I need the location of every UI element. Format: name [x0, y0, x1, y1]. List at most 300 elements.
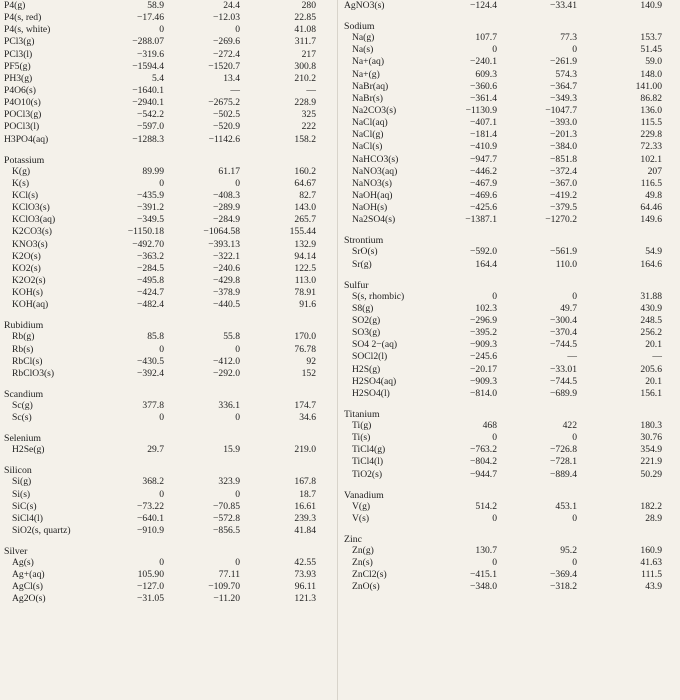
enthalpy-value: −17.46 — [137, 12, 164, 24]
enthalpy-value: −944.7 — [470, 468, 497, 480]
compound-formula: V(g) — [352, 500, 371, 512]
entropy-value: 16.61 — [294, 500, 316, 512]
entropy-value: 141.00 — [635, 80, 662, 92]
enthalpy-value: −597.0 — [137, 121, 164, 133]
entropy-value: 76.78 — [294, 343, 316, 355]
compound-row — [340, 581, 680, 593]
compound-row — [0, 190, 336, 202]
compound-formula: H2SO4(l) — [352, 387, 390, 399]
gibbs-value: −412.0 — [213, 355, 240, 367]
entropy-value: 41.63 — [640, 557, 662, 569]
compound-formula: KClO3(s) — [12, 202, 50, 214]
group-name: Zinc — [344, 533, 362, 545]
compound-formula: RbClO3(s) — [12, 367, 55, 379]
compound-formula: NaCl(aq) — [352, 117, 388, 129]
entropy-value: 222 — [301, 121, 316, 133]
enthalpy-value: −245.6 — [470, 351, 497, 363]
entropy-value: 41.84 — [294, 524, 316, 536]
compound-row — [340, 93, 680, 105]
enthalpy-value: −360.6 — [470, 80, 497, 92]
compound-formula: P4O6(s) — [4, 84, 36, 96]
gibbs-value: −11.20 — [213, 593, 240, 605]
compound-row — [340, 351, 680, 363]
compound-row — [0, 239, 336, 251]
compound-formula: KOH(aq) — [12, 299, 49, 311]
compound-formula: Na2SO4(s) — [352, 214, 396, 226]
compound-row — [0, 24, 336, 36]
gibbs-value: −440.5 — [213, 299, 240, 311]
enthalpy-value: 5.4 — [152, 72, 164, 84]
compound-formula: Ag(s) — [12, 557, 34, 569]
compound-formula: H2Se(g) — [12, 444, 45, 456]
group-name: Sulfur — [344, 279, 369, 291]
gibbs-value: −322.1 — [213, 250, 240, 262]
enthalpy-value: −909.3 — [470, 375, 497, 387]
gibbs-value: −378.9 — [213, 287, 240, 299]
group-name: Vanadium — [344, 489, 384, 501]
enthalpy-value: −363.2 — [137, 250, 164, 262]
compound-row — [0, 251, 336, 263]
gibbs-value: −561.9 — [550, 246, 577, 258]
enthalpy-value: −288.07 — [132, 36, 164, 48]
enthalpy-value: 0 — [492, 290, 497, 302]
entropy-value: 143.0 — [294, 202, 316, 214]
compound-formula: Rb(s) — [12, 343, 34, 355]
compound-formula: Ag+(aq) — [12, 569, 45, 581]
entropy-value: 219.0 — [294, 444, 316, 456]
enthalpy-value: −319.6 — [137, 48, 164, 60]
enthalpy-value: −1640.1 — [132, 84, 164, 96]
compound-formula: P4(s, white) — [4, 24, 51, 36]
gibbs-value: −364.7 — [550, 80, 577, 92]
compound-row — [340, 315, 680, 327]
entropy-value: 51.45 — [640, 44, 662, 56]
compound-row — [340, 190, 680, 202]
entropy-value: 121.3 — [294, 593, 316, 605]
compound-row — [0, 109, 336, 121]
compound-formula: PCl3(g) — [4, 36, 35, 48]
element-group-header — [0, 430, 336, 444]
gibbs-value: — — [230, 84, 240, 96]
gibbs-value: 0 — [235, 557, 240, 569]
compound-row — [0, 412, 336, 424]
enthalpy-value: 89.99 — [142, 165, 164, 177]
element-group-header — [0, 317, 336, 331]
compound-row — [340, 303, 680, 315]
compound-row — [0, 593, 336, 605]
gibbs-value: −1047.7 — [545, 104, 577, 116]
enthalpy-value: −415.1 — [470, 569, 497, 581]
element-group-header — [340, 232, 680, 246]
gibbs-value: −349.3 — [550, 92, 577, 104]
enthalpy-value: −804.2 — [470, 456, 497, 468]
enthalpy-value: −395.2 — [470, 327, 497, 339]
compound-row — [0, 569, 336, 581]
right-column — [340, 0, 680, 593]
compound-row — [0, 202, 336, 214]
gibbs-value: −520.9 — [213, 121, 240, 133]
gibbs-value: −33.01 — [550, 363, 577, 375]
compound-row — [0, 275, 336, 287]
compound-formula: NaBr(aq) — [352, 80, 389, 92]
entropy-value: 41.08 — [294, 24, 316, 36]
entropy-value: 265.7 — [294, 214, 316, 226]
compound-formula: Ti(s) — [352, 432, 371, 444]
gibbs-value: −12.03 — [213, 12, 240, 24]
gibbs-value: 0 — [572, 557, 577, 569]
entropy-value: 354.9 — [640, 444, 662, 456]
compound-row — [340, 259, 680, 271]
compound-formula: V(s) — [352, 512, 370, 524]
compound-row — [0, 299, 336, 311]
gibbs-value: −689.9 — [550, 387, 577, 399]
compound-row — [340, 56, 680, 68]
enthalpy-value: −467.9 — [470, 177, 497, 189]
compound-formula: P4(g) — [4, 0, 26, 11]
enthalpy-value: −947.7 — [470, 153, 497, 165]
enthalpy-value: −410.9 — [470, 141, 497, 153]
compound-row — [0, 49, 336, 61]
element-group-header — [340, 18, 680, 32]
enthalpy-value: 368.2 — [142, 476, 164, 488]
entropy-value: 20.1 — [645, 339, 662, 351]
gibbs-value: 13.4 — [223, 72, 240, 84]
gibbs-value: −744.5 — [550, 375, 577, 387]
entropy-value: 18.7 — [299, 488, 316, 500]
entropy-value: 207 — [647, 165, 662, 177]
entropy-value: 132.9 — [294, 238, 316, 250]
compound-formula: PF5(g) — [4, 60, 31, 72]
entropy-value: 155.44 — [289, 226, 316, 238]
entropy-value: 91.6 — [299, 299, 316, 311]
entropy-value: 229.8 — [640, 129, 662, 141]
enthalpy-value: 0 — [492, 432, 497, 444]
entropy-value: 49.8 — [645, 189, 662, 201]
entropy-value: 228.9 — [294, 97, 316, 109]
element-group-header — [0, 152, 336, 166]
enthalpy-value: 164.4 — [475, 258, 497, 270]
enthalpy-value: 130.7 — [475, 544, 497, 556]
enthalpy-value: 107.7 — [475, 32, 497, 44]
compound-formula: POCl3(l) — [4, 121, 40, 133]
compound-formula: SrO(s) — [352, 246, 378, 258]
element-group-header — [0, 543, 336, 557]
entropy-value: 311.7 — [294, 36, 316, 48]
entropy-value: 102.1 — [640, 153, 662, 165]
gibbs-value: 0 — [235, 177, 240, 189]
enthalpy-value: −284.5 — [137, 262, 164, 274]
gibbs-value: −856.5 — [213, 524, 240, 536]
entropy-value: 217 — [301, 48, 316, 60]
compound-row — [0, 525, 336, 537]
gibbs-value: −284.9 — [213, 214, 240, 226]
compound-row — [0, 166, 336, 178]
enthalpy-value: 0 — [159, 177, 164, 189]
gibbs-value: −726.8 — [550, 444, 577, 456]
element-group-header — [340, 277, 680, 291]
compound-formula: K2O2(s) — [12, 274, 46, 286]
entropy-value: 158.2 — [294, 133, 316, 145]
compound-formula: SiCl4(l) — [12, 512, 43, 524]
group-name: Strontium — [344, 235, 384, 247]
gibbs-value: −572.8 — [213, 512, 240, 524]
enthalpy-value: 0 — [159, 557, 164, 569]
gibbs-value: −408.3 — [213, 189, 240, 201]
gibbs-value: 0 — [235, 343, 240, 355]
entropy-value: 148.0 — [640, 68, 662, 80]
compound-formula: Si(g) — [12, 476, 32, 488]
compound-row — [0, 134, 336, 146]
compound-row — [340, 117, 680, 129]
gibbs-value: −502.5 — [213, 109, 240, 121]
compound-row — [0, 85, 336, 97]
entropy-value: 248.5 — [640, 314, 662, 326]
compound-row — [340, 44, 680, 56]
gibbs-value: −744.5 — [550, 339, 577, 351]
entropy-value: 82.7 — [299, 189, 316, 201]
compound-row — [340, 327, 680, 339]
gibbs-value: −261.9 — [550, 56, 577, 68]
entropy-value: 152 — [301, 367, 316, 379]
compound-row — [0, 368, 336, 380]
compound-row — [0, 263, 336, 275]
compound-row — [340, 81, 680, 93]
compound-row — [0, 0, 336, 12]
gibbs-value: −393.0 — [550, 117, 577, 129]
gibbs-value: −728.1 — [550, 456, 577, 468]
gibbs-value: −372.4 — [550, 165, 577, 177]
enthalpy-value: 0 — [492, 44, 497, 56]
entropy-value: 160.2 — [294, 165, 316, 177]
gibbs-value: −419.2 — [550, 189, 577, 201]
compound-row — [0, 501, 336, 513]
compound-formula: TiO2(s) — [352, 468, 383, 480]
entropy-value: 64.67 — [294, 177, 316, 189]
enthalpy-value: −424.7 — [137, 287, 164, 299]
entropy-value: 50.29 — [640, 468, 662, 480]
gibbs-value: −272.4 — [213, 48, 240, 60]
compound-row — [0, 61, 336, 73]
compound-formula: Si(s) — [12, 488, 31, 500]
element-group-header — [0, 462, 336, 476]
compound-formula: K2O(s) — [12, 250, 41, 262]
group-name: Rubidium — [4, 320, 44, 332]
compound-formula: K(s) — [12, 177, 30, 189]
enthalpy-value: −124.4 — [470, 0, 497, 11]
enthalpy-value: −430.5 — [137, 355, 164, 367]
compound-formula: Na+(g) — [352, 68, 380, 80]
enthalpy-value: −814.0 — [470, 387, 497, 399]
compound-row — [340, 364, 680, 376]
gibbs-value: −240.6 — [213, 262, 240, 274]
compound-formula: Na2CO3(s) — [352, 104, 397, 116]
compound-row — [340, 105, 680, 117]
compound-formula: H3PO4(aq) — [4, 133, 49, 145]
compound-formula: NaBr(s) — [352, 92, 383, 104]
compound-formula: NaOH(s) — [352, 202, 388, 214]
gibbs-value: −33.41 — [550, 0, 577, 11]
compound-row — [0, 356, 336, 368]
entropy-value: 256.2 — [640, 327, 662, 339]
entropy-value: 167.8 — [294, 476, 316, 488]
enthalpy-value: −73.22 — [137, 500, 164, 512]
compound-formula: Ag2O(s) — [12, 593, 46, 605]
entropy-value: 22.85 — [294, 12, 316, 24]
entropy-value: 122.5 — [294, 262, 316, 274]
enthalpy-value: 105.90 — [137, 569, 164, 581]
entropy-value: 140.9 — [640, 0, 662, 11]
enthalpy-value: 102.3 — [475, 302, 497, 314]
compound-row — [340, 202, 680, 214]
gibbs-value: 95.2 — [560, 544, 577, 556]
compound-formula: KClO3(aq) — [12, 214, 56, 226]
enthalpy-value: −492.70 — [132, 238, 164, 250]
compound-formula: KOH(s) — [12, 287, 43, 299]
compound-row — [340, 545, 680, 557]
gibbs-value: −201.3 — [550, 129, 577, 141]
enthalpy-value: −181.4 — [470, 129, 497, 141]
compound-row — [0, 331, 336, 343]
compound-formula: Na(g) — [352, 32, 375, 44]
gibbs-value: −318.2 — [550, 581, 577, 593]
gibbs-value: 0 — [572, 512, 577, 524]
gibbs-value: −393.13 — [208, 238, 240, 250]
compound-row — [340, 69, 680, 81]
group-name: Scandium — [4, 388, 44, 400]
gibbs-value: 422 — [562, 419, 577, 431]
compound-formula: NaHCO3(s) — [352, 153, 399, 165]
enthalpy-value: −592.0 — [470, 246, 497, 258]
compound-formula: SiC(s) — [12, 500, 37, 512]
gibbs-value: 574.3 — [555, 68, 577, 80]
gibbs-value: 77.3 — [560, 32, 577, 44]
gibbs-value: −70.85 — [213, 500, 240, 512]
compound-row — [340, 154, 680, 166]
entropy-value: 221.9 — [640, 456, 662, 468]
entropy-value: — — [306, 84, 316, 96]
compound-formula: SO4 2−(aq) — [352, 339, 398, 351]
compound-formula: SiO2(s, quartz) — [12, 524, 71, 536]
compound-formula: NaOH(aq) — [352, 189, 393, 201]
entropy-value: 86.82 — [640, 92, 662, 104]
enthalpy-value: 377.8 — [142, 399, 164, 411]
compound-row — [340, 166, 680, 178]
entropy-value: 59.0 — [645, 56, 662, 68]
compound-formula: NaCl(s) — [352, 141, 383, 153]
gibbs-value: 110.0 — [555, 258, 577, 270]
compound-formula: ZnCl2(s) — [352, 569, 387, 581]
enthalpy-value: −435.9 — [137, 189, 164, 201]
gibbs-value: 0 — [572, 290, 577, 302]
group-name: Silver — [4, 546, 28, 558]
gibbs-value: 453.1 — [555, 500, 577, 512]
enthalpy-value: −407.1 — [470, 117, 497, 129]
compound-formula: H2SO4(aq) — [352, 375, 397, 387]
compound-formula: Sr(g) — [352, 258, 372, 270]
compound-formula: POCl3(g) — [4, 109, 42, 121]
compound-formula: KNO3(s) — [12, 238, 48, 250]
compound-formula: ZnO(s) — [352, 581, 380, 593]
compound-row — [340, 141, 680, 153]
compound-row — [0, 73, 336, 85]
compound-formula: KO2(s) — [12, 262, 41, 274]
entropy-value: 72.33 — [640, 141, 662, 153]
entropy-value: 210.2 — [294, 72, 316, 84]
entropy-value: 96.11 — [294, 581, 316, 593]
compound-row — [340, 513, 680, 525]
gibbs-value: −369.4 — [550, 569, 577, 581]
compound-formula: RbCl(s) — [12, 355, 43, 367]
compound-row — [340, 420, 680, 432]
enthalpy-value: 468 — [482, 419, 497, 431]
column-divider — [337, 0, 338, 700]
enthalpy-value: −240.1 — [470, 56, 497, 68]
entropy-value: 180.3 — [640, 419, 662, 431]
compound-row — [0, 36, 336, 48]
enthalpy-value: −495.8 — [137, 274, 164, 286]
enthalpy-value: −1387.1 — [465, 214, 497, 226]
entropy-value: 136.0 — [640, 104, 662, 116]
compound-row — [340, 557, 680, 569]
compound-row — [0, 121, 336, 133]
compound-row — [0, 444, 336, 456]
gibbs-value: −379.5 — [550, 202, 577, 214]
compound-formula: PH3(g) — [4, 72, 33, 84]
compound-formula: Na+(aq) — [352, 56, 385, 68]
compound-row — [340, 32, 680, 44]
compound-row — [0, 557, 336, 569]
compound-formula: H2S(g) — [352, 363, 381, 375]
gibbs-value: 24.4 — [223, 0, 240, 11]
gibbs-value: 0 — [235, 488, 240, 500]
enthalpy-value: −542.2 — [137, 109, 164, 121]
enthalpy-value: −1594.4 — [132, 60, 164, 72]
compound-formula: SOCl2(l) — [352, 351, 388, 363]
group-name: Sodium — [344, 21, 375, 33]
enthalpy-value: 29.7 — [147, 444, 164, 456]
compound-row — [0, 489, 336, 501]
enthalpy-value: 0 — [159, 343, 164, 355]
compound-row — [340, 246, 680, 258]
gibbs-value: 336.1 — [218, 399, 240, 411]
compound-formula: NaNO3(aq) — [352, 165, 398, 177]
entropy-value: 280 — [301, 0, 316, 11]
compound-row — [0, 97, 336, 109]
gibbs-value: −289.9 — [213, 202, 240, 214]
entropy-value: 111.5 — [641, 569, 662, 581]
compound-formula: Sc(s) — [12, 412, 32, 424]
entropy-value: 113.0 — [294, 274, 316, 286]
enthalpy-value: −469.6 — [470, 189, 497, 201]
entropy-value: 78.91 — [294, 287, 316, 299]
group-name: Potassium — [4, 154, 45, 166]
gibbs-value: 0 — [572, 44, 577, 56]
compound-row — [340, 291, 680, 303]
entropy-value: 92 — [306, 355, 316, 367]
enthalpy-value: −348.0 — [470, 581, 497, 593]
enthalpy-value: 0 — [492, 512, 497, 524]
compound-row — [340, 469, 680, 481]
entropy-value: 115.5 — [640, 117, 662, 129]
entropy-value: 42.55 — [294, 557, 316, 569]
enthalpy-value: −425.6 — [470, 202, 497, 214]
enthalpy-value: −909.3 — [470, 339, 497, 351]
enthalpy-value: −2940.1 — [132, 97, 164, 109]
enthalpy-value: 0 — [492, 557, 497, 569]
entropy-value: 149.6 — [640, 214, 662, 226]
element-group-header — [340, 531, 680, 545]
compound-row — [0, 581, 336, 593]
